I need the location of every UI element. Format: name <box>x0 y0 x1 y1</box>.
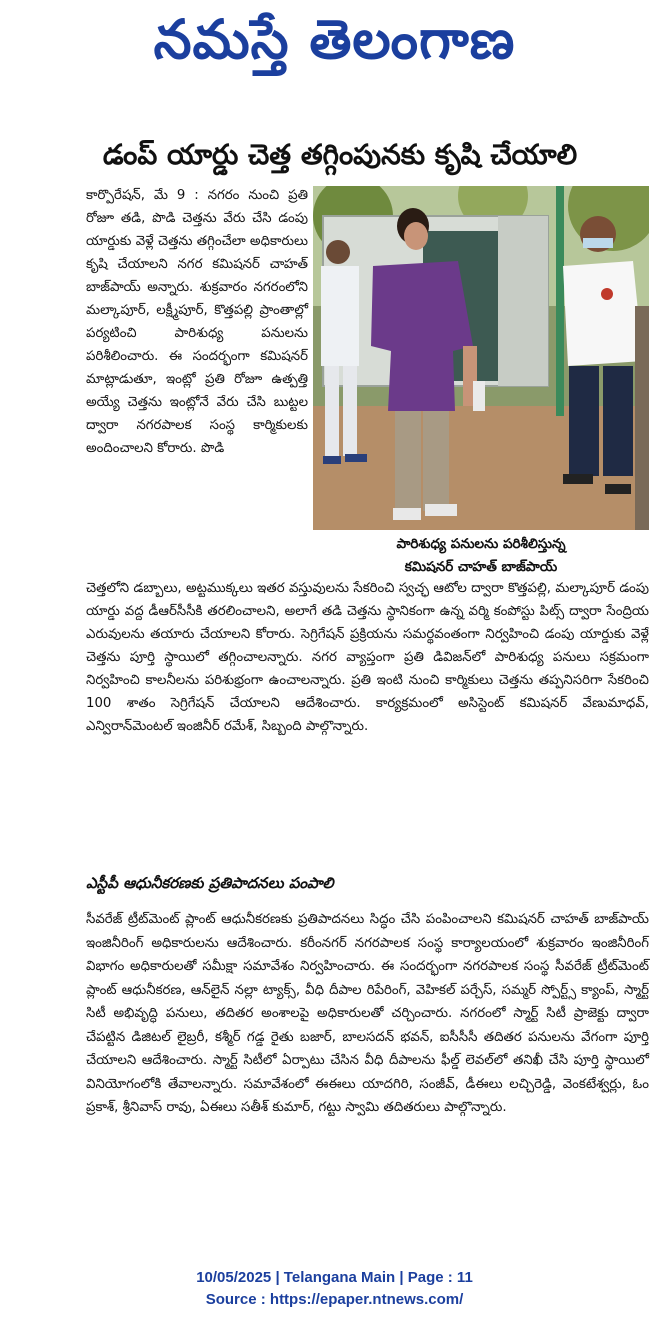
newspaper-logo: నమస్తే తెలంగాణ <box>153 8 516 71</box>
news-photo <box>313 186 649 530</box>
article-headline: డంప్ యార్డు చెత్త తగ్గింపునకు కృషి చేయాలి <box>102 138 578 171</box>
masthead <box>0 0 669 80</box>
article2-body <box>86 908 649 1120</box>
photo-caption-line-2: కమిషనర్ చాహత్ బాజ్‌పాయ్ <box>404 559 558 575</box>
footer-source: Source : https://epaper.ntnews.com/ <box>205 1291 464 1308</box>
continuation-paragraph: చెత్తలోని డబ్బాలు, అట్టముక్కలు ఇతర వస్తువులను సేకరించి స్వచ్ఛ ఆటోల ద్వారా కొత్తపల్లి, మల్కాపూర్ డంపు యార్డు వద్ద డీఆర్‌సీసీకి తరలించాలని, అలాగే తడి చెత్తను స్థానికంగా ఉన్న వర్మి కంపోస్టు పిట్స్ ద్వారా సేంద్రియ ఎరువులను తయారు చేయాలని కోరారు. సెగ్రిగేషన్ ప్రక్రియను సమర్థవంతంగా నిర్వహించి డంపు యార్డుకు వెళ్లే చెత్తను పూర్తి స్థాయిలో తగ్గించాలన్నారు. నగర వ్యాప్తంగా ప్రతి డివిజన్‌లో పారిశుధ్య పనులు సక్రమంగా నిర్వహించి కాలనీలను పరిశుభ్రంగా ఉంచాలన్నారు. ప్రతి ఇంటి నుంచి కార్మికులు చెత్తను తప్పనిసరిగా సేకరించి 100 శాతం సెగ్రిగేషన్ చేయాలని ఆదేశించారు. కార్యక్రమంలో అసిస్టెంట్ కమిషనర్ వేణుమాధవ్, ఎన్విరాన్‌మెంటల్ ఇంజినీర్ రమేశ్, సిబ్బంది పాల్గొన్నారు. <box>86 581 649 734</box>
article2-subheadline: ఎస్టీపీ ఆధునీకరణకు ప్రతిపాదనలు పంపాలి <box>86 874 334 892</box>
page-footer <box>0 1267 669 1311</box>
article2-paragraph: సీవరేజ్ ట్రీట్‌మెంట్ ప్లాంట్ ఆధునీకరణకు ప్రతిపాదనలు సిద్ధం చేసి పంపించాలని కమిషనర్ చాహత్ బాజ్‌పాయ్ ఇంజినీరింగ్ అధికారులను ఆదేశించారు. కరీంనగర్ నగరపాలక సంస్థ కార్యాలయంలో శుక్రవారం ఇంజినీరింగ్ విభాగం అధికారులతో సమీక్షా సమావేశం నిర్వహించారు. ఈ సందర్భంగా నగరపాలక సంస్థ సీవరేజ్ ట్రీట్‌మెంట్ ప్లాంట్ ఆధునీకరణ, ఆన్‌లైన్ నల్లా ట్యాక్స్, వీధి దీపాల రిపేరింగ్, వెహికల్ పర్చేస్, సమ్మర్ స్పోర్ట్స్ క్యాంప్, స్మార్ట్ సిటీ అభివృద్ధి పనులు, తదితర అంశాలపై అధికారులతో చర్చించారు. నగరంలో స్మార్ట్ సిటీ ప్రాజెక్టు ద్వారా చేపట్టిన డిజిటల్ లైబ్రరీ, కశ్మీర్ గడ్డ రైతు బజార్, బాలసదన్ భవన్, ఐసీసీసీ తదితర పనులను వేగంగా పూర్తి చేయాలని ఆదేశించారు. స్మార్ట్ సిటీలో ఏర్పాటు చేసిన వీధి దీపాలను ఫీల్డ్ లెవల్‌లో తనిఖీ చేసి పూర్తి స్థాయిలో వినియోగంలోకి తేవాలన్నారు. సమావేశంలో ఈఈలు యాదగిరి, సంజీవ్, డీఈలు లచ్చిరెడ్డి, వెంకటేశ్వర్లు, ఓం ప్రకాశ్, శ్రీనివాస్ రావు, ఏఈలు సతీశ్ కుమార్, గట్టు స్వామి తదితరులు పాల్గొన్నారు. <box>86 912 649 1115</box>
footer-date-edition: 10/05/2025 | Telangana Main | Page : 11 <box>196 1269 473 1286</box>
intro-paragraph: కార్పొరేషన్, మే 9 : నగరం నుంచి ప్రతి రోజూ తడి, పొడి చెత్తను వేరు చేసి డంపు యార్డుకు వెళ్లే చెత్తను తగ్గించేలా అధికారులు కృషి చేయాలని నగర కమిషనర్ చాహత్ బాజ్‌పాయ్ అన్నారు. శుక్రవారం నగరంలోని మల్కాపూర్, లక్ష్మీపూర్, కొత్తపల్లి ప్రాంతాల్లో పర్యటించి పారిశుధ్య పనులను పరిశీలించారు. ఈ సందర్భంగా కమిషనర్ మాట్లాడుతూ, ఇంట్లో ప్రతి రోజూ ఉత్పత్తి అయ్యే చెత్తను ఇంట్లోనే వేరు చేసి బుట్టల ద్వారా నగరపాలక సంస్థ కార్మికులకు అందించాలని కోరారు. పొడి <box>86 188 308 456</box>
article-intro-column <box>86 184 308 460</box>
photo-illustration <box>313 186 649 530</box>
article-continuation <box>86 577 649 738</box>
photo-caption-line-1: పారిశుధ్య పనులను పరిశీలిస్తున్న <box>396 536 566 552</box>
photo-caption <box>313 533 649 579</box>
